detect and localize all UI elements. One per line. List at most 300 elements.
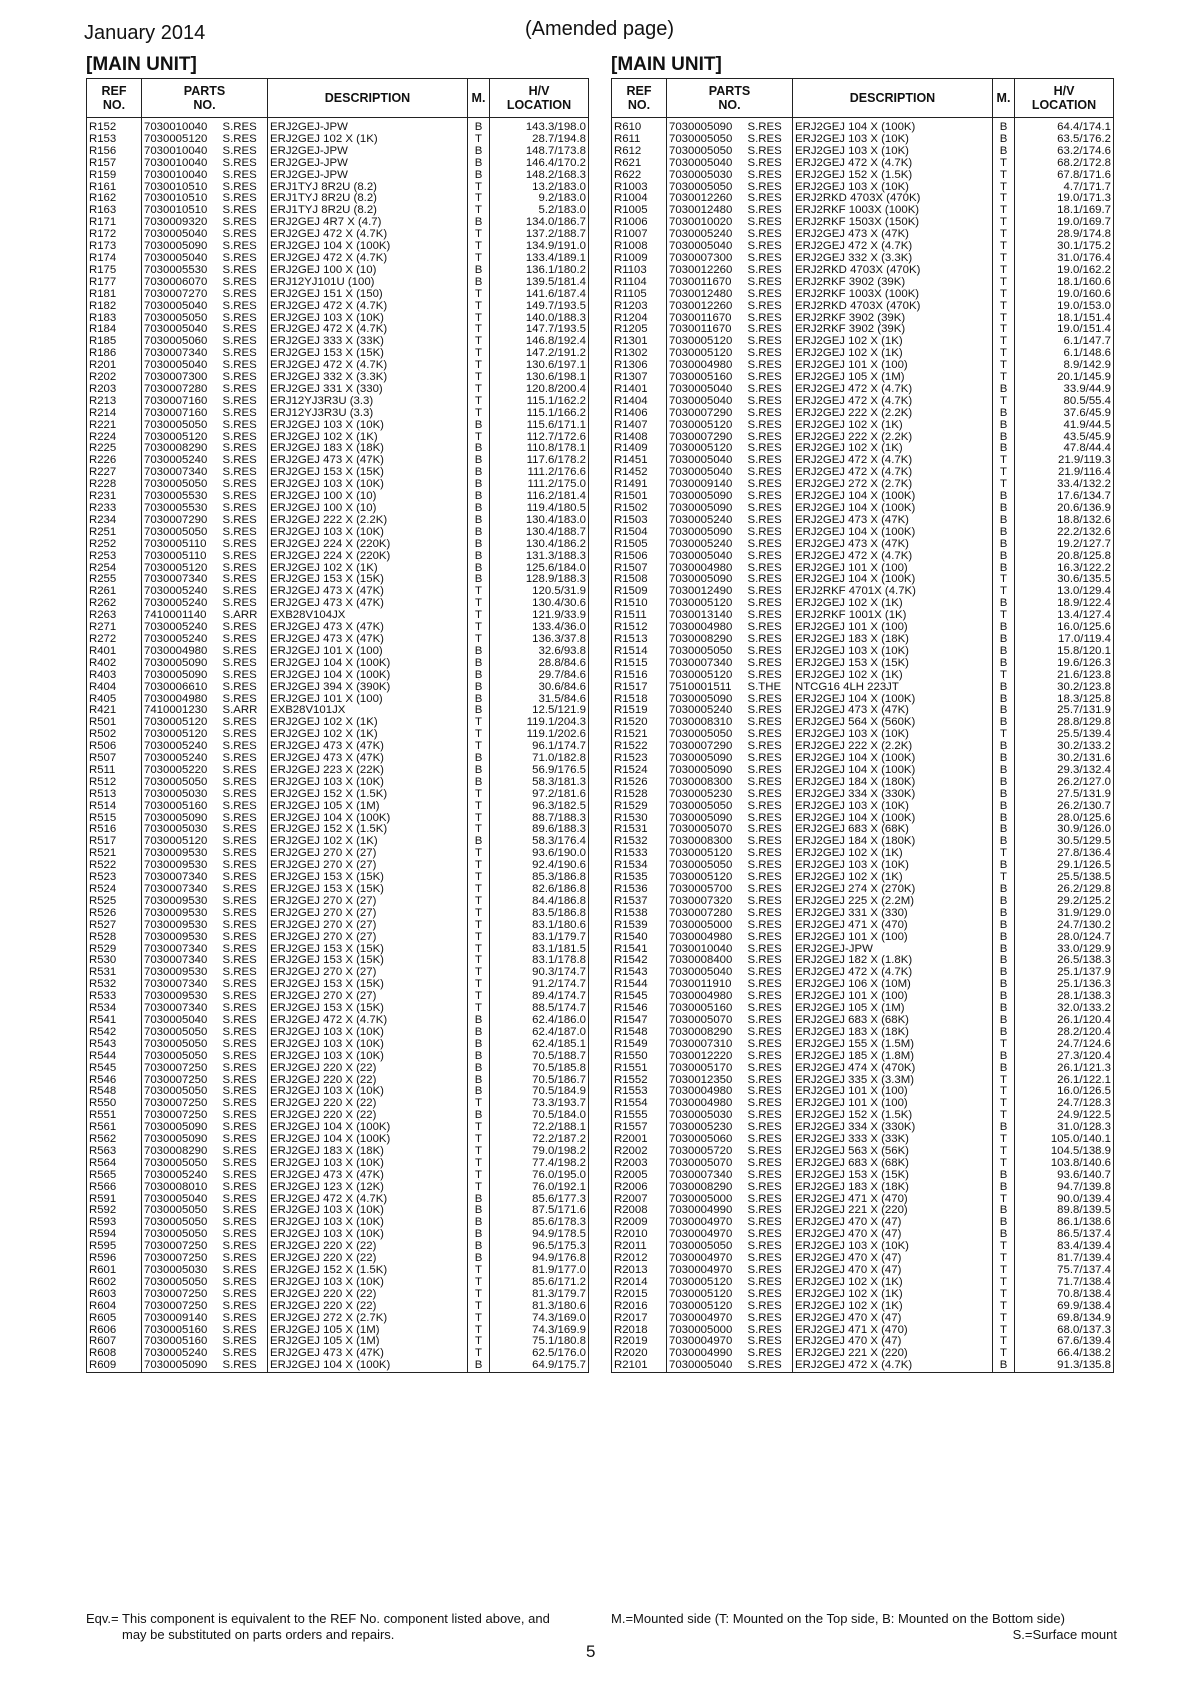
part-type-cell: S.RES	[746, 705, 793, 717]
parts-no-cell: 7030005120	[142, 432, 221, 444]
parts-no-cell: 7030005240	[142, 455, 221, 467]
location-cell: 89.6/188.3	[490, 824, 589, 836]
ref-no-cell: R550	[87, 1098, 142, 1110]
part-type-cell: S.RES	[746, 813, 793, 825]
ref-no-cell: R182	[87, 301, 142, 313]
mounted-side-cell: B	[468, 682, 490, 694]
parts-no-cell: 7030008010	[142, 1182, 221, 1194]
parts-no-cell: 7030005030	[142, 1265, 221, 1277]
parts-no-cell: 7030005040	[667, 384, 746, 396]
description-cell: ERJ2GEJ 473 X (47K)	[793, 539, 993, 551]
parts-no-cell: 7030005060	[667, 1134, 746, 1146]
description-cell: ERJ2GEJ 394 X (390K)	[268, 682, 468, 694]
parts-no-cell: 7030008310	[667, 717, 746, 729]
ref-no-cell: R1408	[612, 432, 667, 444]
table-row	[612, 717, 1114, 729]
table-row	[612, 1170, 1114, 1182]
description-cell: ERJ2GEJ-JPW	[268, 158, 468, 170]
ref-no-cell: R1504	[612, 527, 667, 539]
mounted-side-cell: B	[993, 384, 1015, 396]
part-type-cell: S.RES	[746, 634, 793, 646]
location-cell: 16.0/125.6	[1015, 622, 1114, 634]
location-cell: 147.7/193.5	[490, 324, 589, 336]
location-cell: 29.7/84.6	[490, 670, 589, 682]
parts-no-cell: 7030005220	[142, 765, 221, 777]
ref-no-cell: R604	[87, 1301, 142, 1313]
part-type-cell: S.RES	[746, 158, 793, 170]
description-cell: ERJ2GEJ 101 X (100)	[268, 646, 468, 658]
table-row	[87, 586, 589, 598]
location-cell: 120.5/31.9	[490, 586, 589, 598]
parts-no-cell: 7030012480	[667, 205, 746, 217]
location-cell: 25.7/131.9	[1015, 705, 1114, 717]
table-row	[87, 118, 589, 134]
parts-no-cell: 7030005090	[142, 813, 221, 825]
location-cell: 136.3/37.8	[490, 634, 589, 646]
parts-no-cell: 7030010040	[142, 146, 221, 158]
parts-no-cell: 7030004990	[667, 1348, 746, 1360]
description-cell: ERJ2RKF 1001X (1K)	[793, 610, 993, 622]
table-row	[87, 717, 589, 729]
parts-no-cell: 7030005050	[142, 1051, 221, 1063]
parts-no-cell: 7030007340	[667, 658, 746, 670]
ref-no-cell: R1531	[612, 824, 667, 836]
description-cell: ERJ2GEJ 220 X (22)	[268, 1241, 468, 1253]
part-type-cell: S.RES	[221, 420, 268, 432]
page-number: 5	[586, 1642, 596, 1661]
description-cell: ERJ2GEJ 472 X (4.7K)	[793, 551, 993, 563]
part-type-cell: S.RES	[221, 717, 268, 729]
description-cell: ERJ2GEJ 222 X (2.2K)	[268, 515, 468, 527]
description-cell: ERJ2GEJ 153 X (15K)	[268, 574, 468, 586]
ref-no-cell: R502	[87, 729, 142, 741]
mounted-side-cell: T	[993, 372, 1015, 384]
ref-no-cell: R1404	[612, 396, 667, 408]
part-type-cell: S.RES	[746, 872, 793, 884]
part-type-cell: S.RES	[746, 360, 793, 372]
mounted-side-cell: T	[993, 265, 1015, 277]
ref-no-cell: R1533	[612, 848, 667, 860]
parts-no-cell: 7030005040	[667, 1360, 746, 1372]
ref-no-cell: R177	[87, 277, 142, 289]
mounted-side-cell: T	[993, 455, 1015, 467]
parts-no-cell: 7030005050	[142, 1039, 221, 1051]
table-row	[612, 277, 1114, 289]
parts-no-cell: 7030013140	[667, 610, 746, 622]
part-type-cell: S.RES	[746, 265, 793, 277]
description-cell: ERJ2GEJ 102 X (1K)	[268, 836, 468, 848]
parts-no-cell: 7030005030	[142, 824, 221, 836]
description-cell: ERJ2GEJ 152 X (1.5K)	[268, 824, 468, 836]
description-cell: ERJ2GEJ 102 X (1K)	[268, 134, 468, 146]
ref-no-cell: R521	[87, 848, 142, 860]
location-cell: 18.8/132.6	[1015, 515, 1114, 527]
mounted-side-cell: T	[468, 586, 490, 598]
location-cell: 89.4/174.7	[490, 991, 589, 1003]
mounted-side-cell: T	[993, 670, 1015, 682]
description-cell: ERJ2GEJ 184 X (180K)	[793, 777, 993, 789]
part-type-cell: S.RES	[746, 229, 793, 241]
description-cell: ERJ2GEJ 103 X (10K)	[793, 182, 993, 194]
ref-no-cell: R1542	[612, 955, 667, 967]
table-row	[87, 1003, 589, 1015]
description-cell: ERJ2GEJ 105 X (1M)	[268, 801, 468, 813]
parts-no-cell: 7030008400	[667, 955, 746, 967]
description-cell: ERJ2GEJ 105 X (1M)	[268, 1336, 468, 1348]
part-type-cell: S.RES	[746, 241, 793, 253]
location-cell: 33.4/132.2	[1015, 479, 1114, 491]
description-cell: ERJ2GEJ 104 X (100K)	[268, 241, 468, 253]
parts-no-cell: 7030005530	[142, 491, 221, 503]
description-cell: ERJ2GEJ 473 X (47K)	[268, 622, 468, 634]
part-type-cell: S.ARR	[221, 705, 268, 717]
location-cell: 20.8/125.8	[1015, 551, 1114, 563]
mounted-side-cell: T	[468, 848, 490, 860]
location-cell: 15.8/120.1	[1015, 646, 1114, 658]
mounted-side-cell: B	[468, 1110, 490, 1122]
parts-no-cell: 7030005040	[142, 360, 221, 372]
location-cell: 81.7/139.4	[1015, 1253, 1114, 1265]
part-type-cell: S.RES	[221, 1194, 268, 1206]
description-cell: ERJ2GEJ 473 X (47K)	[268, 634, 468, 646]
mounted-side-cell: B	[468, 1039, 490, 1051]
table-row	[612, 872, 1114, 884]
ref-no-cell: R224	[87, 432, 142, 444]
part-type-cell: S.RES	[221, 503, 268, 515]
mounted-side-cell: B	[993, 860, 1015, 872]
parts-no-cell: 7030007250	[142, 1289, 221, 1301]
location-cell: 32.6/93.8	[490, 646, 589, 658]
mounted-side-cell: T	[993, 253, 1015, 265]
ref-no-cell: R594	[87, 1229, 142, 1241]
part-type-cell: S.RES	[221, 1253, 268, 1265]
description-cell: ERJ2GEJ 152 X (1.5K)	[268, 1265, 468, 1277]
table-row	[87, 955, 589, 967]
description-cell: ERJ2GEJ 220 X (22)	[268, 1063, 468, 1075]
ref-no-cell: R1526	[612, 777, 667, 789]
parts-no-cell: 7030005050	[667, 1241, 746, 1253]
part-type-cell: S.RES	[746, 586, 793, 598]
part-type-cell: S.RES	[221, 1015, 268, 1027]
table-row	[612, 777, 1114, 789]
parts-no-cell: 7030005120	[142, 134, 221, 146]
ref-no-cell: R603	[87, 1289, 142, 1301]
parts-no-cell: 7030005120	[667, 336, 746, 348]
location-cell: 16.3/122.2	[1015, 563, 1114, 575]
location-cell: 112.7/172.6	[490, 432, 589, 444]
table-row	[612, 118, 1114, 134]
part-type-cell: S.RES	[746, 1265, 793, 1277]
parts-no-cell: 7030008290	[142, 443, 221, 455]
part-type-cell: S.RES	[221, 372, 268, 384]
location-cell: 19.0/153.0	[1015, 301, 1114, 313]
location-cell: 27.3/120.4	[1015, 1051, 1114, 1063]
mounted-side-cell: T	[993, 193, 1015, 205]
mounted-side-cell: B	[993, 705, 1015, 717]
mounted-side-cell: B	[993, 789, 1015, 801]
ref-no-cell: R1401	[612, 384, 667, 396]
description-cell: ERJ2GEJ 101 X (100)	[793, 360, 993, 372]
mounted-side-cell: T	[468, 884, 490, 896]
table-row	[87, 527, 589, 539]
location-cell: 21.9/119.3	[1015, 455, 1114, 467]
mounted-side-cell: B	[468, 658, 490, 670]
table-row	[612, 658, 1114, 670]
ref-no-cell: R593	[87, 1217, 142, 1229]
table-row	[612, 634, 1114, 646]
table-row	[87, 896, 589, 908]
mounted-side-cell: B	[993, 622, 1015, 634]
location-cell: 97.2/181.6	[490, 789, 589, 801]
location-cell: 30.6/135.5	[1015, 574, 1114, 586]
location-cell: 30.2/131.6	[1015, 753, 1114, 765]
part-type-cell: S.RES	[746, 1336, 793, 1348]
mounted-side-cell: T	[468, 1301, 490, 1313]
ref-no-cell: R171	[87, 217, 142, 229]
ref-no-cell: R226	[87, 455, 142, 467]
ref-no-cell: R175	[87, 265, 142, 277]
mounted-side-cell: T	[468, 1289, 490, 1301]
mounted-side-cell: B	[993, 908, 1015, 920]
col-ref-no: REF NO.	[612, 79, 667, 118]
description-cell: ERJ2GEJ 220 X (22)	[268, 1289, 468, 1301]
location-cell: 136.1/180.2	[490, 265, 589, 277]
ref-no-cell: R523	[87, 872, 142, 884]
ref-no-cell: R608	[87, 1348, 142, 1360]
part-type-cell: S.RES	[221, 301, 268, 313]
left-unit-title: [MAIN UNIT]	[86, 54, 197, 75]
parts-no-cell: 7030004980	[667, 1098, 746, 1110]
table-row	[87, 610, 589, 622]
ref-no-cell: R1514	[612, 646, 667, 658]
description-cell: ERJ2GEJ 270 X (27)	[268, 860, 468, 872]
mounted-side-cell: T	[468, 1003, 490, 1015]
table-row	[87, 598, 589, 610]
ref-no-cell: R565	[87, 1170, 142, 1182]
part-type-cell: S.RES	[221, 1348, 268, 1360]
description-cell: ERJ2GEJ 331 X (330)	[793, 908, 993, 920]
table-row	[612, 455, 1114, 467]
table-row	[612, 920, 1114, 932]
ref-no-cell: R2011	[612, 1241, 667, 1253]
part-type-cell: S.RES	[221, 491, 268, 503]
mounted-side-cell: T	[993, 277, 1015, 289]
mounted-side-cell: B	[993, 551, 1015, 563]
part-type-cell: S.RES	[746, 443, 793, 455]
table-row	[612, 1325, 1114, 1337]
description-cell: ERJ2GEJ 104 X (100K)	[793, 753, 993, 765]
ref-no-cell: R202	[87, 372, 142, 384]
part-type-cell: S.RES	[746, 479, 793, 491]
description-cell: ERJ2GEJ 220 X (22)	[268, 1075, 468, 1087]
table-row	[87, 1253, 589, 1265]
table-row	[612, 967, 1114, 979]
description-cell: ERJ2GEJ 183 X (18K)	[793, 1027, 993, 1039]
table-row	[612, 503, 1114, 515]
part-type-cell: S.RES	[746, 908, 793, 920]
location-cell: 41.9/44.5	[1015, 420, 1114, 432]
table-row	[612, 205, 1114, 217]
ref-no-cell: R1503	[612, 515, 667, 527]
table-row	[612, 301, 1114, 313]
table-row	[612, 491, 1114, 503]
part-type-cell: S.RES	[221, 455, 268, 467]
description-cell: ERJ2GEJ 102 X (1K)	[793, 1289, 993, 1301]
table-row	[87, 1051, 589, 1063]
ref-no-cell: R2010	[612, 1229, 667, 1241]
ref-no-cell: R529	[87, 944, 142, 956]
parts-no-cell: 7030005050	[142, 1158, 221, 1170]
parts-no-cell: 7030005120	[667, 1301, 746, 1313]
parts-no-cell: 7030005240	[142, 586, 221, 598]
mounted-side-cell: B	[468, 1360, 490, 1372]
description-cell: ERJ2GEJ 101 X (100)	[793, 1086, 993, 1098]
description-cell: ERJ2RKF 3902 (39K)	[793, 277, 993, 289]
description-cell: ERJ2GEJ 104 X (100K)	[268, 658, 468, 670]
description-cell: ERJ2GEJ 224 X (220K)	[268, 539, 468, 551]
description-cell: ERJ2GEJ 103 X (10K)	[268, 479, 468, 491]
ref-no-cell: R157	[87, 158, 142, 170]
mounted-side-cell: B	[993, 884, 1015, 896]
mounted-side-cell: B	[468, 1229, 490, 1241]
location-cell: 146.8/192.4	[490, 336, 589, 348]
part-type-cell: S.RES	[221, 813, 268, 825]
part-type-cell: S.RES	[221, 741, 268, 753]
mounted-side-cell: T	[468, 991, 490, 1003]
parts-no-cell: 7030012220	[667, 1051, 746, 1063]
part-type-cell: S.RES	[746, 884, 793, 896]
ref-no-cell: R1505	[612, 539, 667, 551]
ref-no-cell: R542	[87, 1027, 142, 1039]
description-cell: ERJ2RKF 1003X (100K)	[793, 205, 993, 217]
ref-no-cell: R1302	[612, 348, 667, 360]
location-cell: 26.2/129.8	[1015, 884, 1114, 896]
part-type-cell: S.RES	[746, 1360, 793, 1372]
description-cell: ERJ2GEJ-JPW	[268, 146, 468, 158]
table-row	[87, 1027, 589, 1039]
mounted-side-cell: T	[468, 1122, 490, 1134]
part-type-cell: S.RES	[221, 1277, 268, 1289]
part-type-cell: S.RES	[221, 563, 268, 575]
parts-no-cell: 7030005040	[667, 158, 746, 170]
mounted-side-cell: T	[468, 1146, 490, 1158]
location-cell: 29.2/125.2	[1015, 896, 1114, 908]
ref-no-cell: R174	[87, 253, 142, 265]
mounted-side-cell: T	[993, 1039, 1015, 1051]
location-cell: 88.5/174.7	[490, 1003, 589, 1015]
mounted-side-cell: T	[468, 408, 490, 420]
location-cell: 13.0/129.4	[1015, 586, 1114, 598]
parts-no-cell: 7030005050	[142, 1027, 221, 1039]
ref-no-cell: R2003	[612, 1158, 667, 1170]
part-type-cell: S.RES	[221, 836, 268, 848]
mounted-side-cell: T	[468, 241, 490, 253]
mounted-side-cell: B	[993, 539, 1015, 551]
mounted-side-cell: B	[993, 443, 1015, 455]
description-cell: ERJ2GEJ 274 X (270K)	[793, 884, 993, 896]
part-type-cell: S.RES	[221, 1003, 268, 1015]
table-row	[612, 801, 1114, 813]
part-type-cell: S.RES	[746, 1325, 793, 1337]
mounted-side-cell: B	[993, 682, 1015, 694]
table-row	[612, 1194, 1114, 1206]
part-type-cell: S.RES	[221, 360, 268, 372]
mounted-side-cell: B	[468, 563, 490, 575]
description-cell: ERJ2GEJ 472 X (4.7K)	[268, 1194, 468, 1206]
part-type-cell: S.RES	[746, 372, 793, 384]
mounted-side-cell: T	[468, 134, 490, 146]
table-row	[87, 1241, 589, 1253]
part-type-cell: S.RES	[221, 908, 268, 920]
mounted-side-cell: T	[468, 955, 490, 967]
ref-no-cell: R203	[87, 384, 142, 396]
part-type-cell: S.RES	[221, 118, 268, 134]
part-type-cell: S.RES	[221, 229, 268, 241]
location-cell: 94.7/139.8	[1015, 1182, 1114, 1194]
mounted-side-cell: B	[993, 1360, 1015, 1372]
table-row	[87, 1205, 589, 1217]
mounted-side-cell: T	[468, 301, 490, 313]
location-cell: 116.2/181.4	[490, 491, 589, 503]
location-cell: 24.7/130.2	[1015, 920, 1114, 932]
description-cell: EXB28V104JX	[268, 610, 468, 622]
part-type-cell: S.RES	[746, 193, 793, 205]
table-row	[87, 336, 589, 348]
location-cell: 130.6/198.1	[490, 372, 589, 384]
table-row	[87, 479, 589, 491]
parts-no-cell: 7030010040	[142, 158, 221, 170]
location-cell: 30.9/126.0	[1015, 824, 1114, 836]
part-type-cell: S.RES	[746, 670, 793, 682]
parts-no-cell: 7030012260	[667, 301, 746, 313]
ref-no-cell: R1552	[612, 1075, 667, 1087]
ref-no-cell: R1532	[612, 836, 667, 848]
parts-no-cell: 7030005120	[667, 420, 746, 432]
ref-no-cell: R2001	[612, 1134, 667, 1146]
parts-no-cell: 7030010040	[667, 944, 746, 956]
description-cell: ERJ2GEJ 472 X (4.7K)	[268, 360, 468, 372]
table-row	[612, 360, 1114, 372]
location-cell: 120.8/200.4	[490, 384, 589, 396]
mounted-side-cell: B	[468, 467, 490, 479]
table-row	[87, 1086, 589, 1098]
table-row	[612, 991, 1114, 1003]
description-cell: ERJ2GEJ 471 X (470)	[793, 920, 993, 932]
ref-no-cell: R1536	[612, 884, 667, 896]
mounted-side-cell: B	[993, 801, 1015, 813]
part-type-cell: S.RES	[221, 432, 268, 444]
table-row	[612, 694, 1114, 706]
location-cell: 21.9/116.4	[1015, 467, 1114, 479]
parts-no-cell: 7030007250	[142, 1253, 221, 1265]
location-cell: 19.0/171.3	[1015, 193, 1114, 205]
mounted-side-cell: B	[993, 432, 1015, 444]
mounted-side-cell: T	[468, 182, 490, 194]
mounted-side-cell: T	[993, 1325, 1015, 1337]
table-row	[612, 384, 1114, 396]
table-row	[87, 836, 589, 848]
part-type-cell: S.RES	[221, 1086, 268, 1098]
parts-no-cell: 7030007270	[142, 289, 221, 301]
description-cell: ERJ2GEJ 220 X (22)	[268, 1098, 468, 1110]
mounted-side-cell: B	[993, 741, 1015, 753]
ref-no-cell: R1008	[612, 241, 667, 253]
mounted-side-cell: B	[993, 1229, 1015, 1241]
table-row	[87, 324, 589, 336]
location-cell: 24.7/128.3	[1015, 1098, 1114, 1110]
ref-no-cell: R1516	[612, 670, 667, 682]
part-type-cell: S.RES	[221, 1146, 268, 1158]
